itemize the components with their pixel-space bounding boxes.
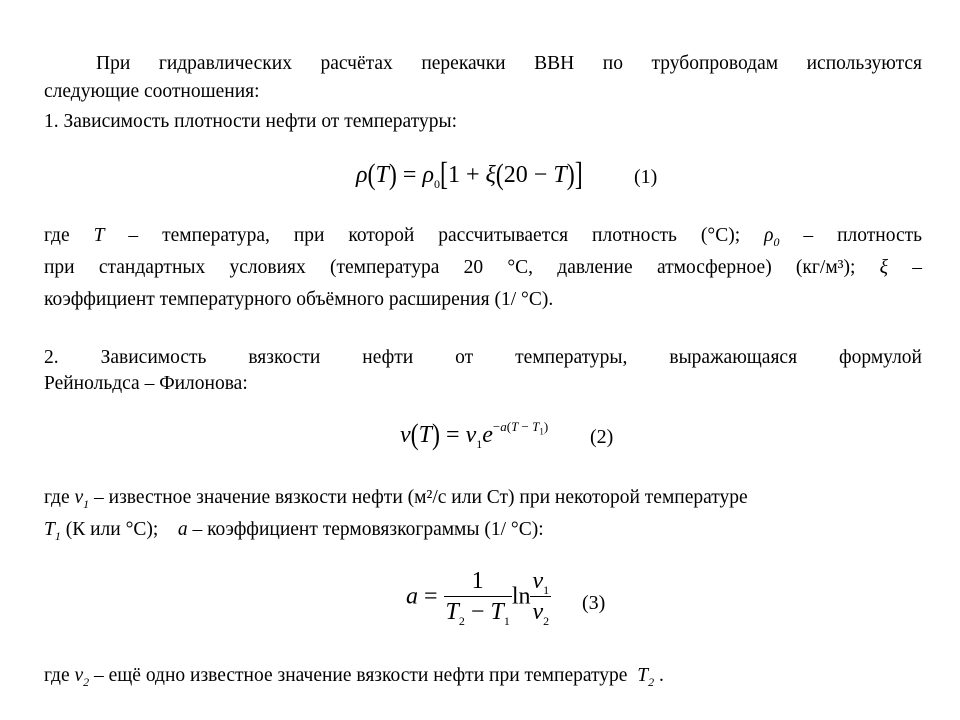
item-2-line-2: Рейнольдса – Филонова: <box>44 373 248 394</box>
where-2-line-1 <box>44 486 922 510</box>
where-1-rho0-description: – плотность <box>803 225 923 246</box>
equation-1: $\rho(T) = \rho_0[1 + \xi(20 - T)]$ <box>356 157 583 193</box>
item-1-heading: 1. Зависимость плотности нефти от температуры: <box>44 111 457 132</box>
symbol-T: T <box>93 225 105 246</box>
symbol-nu1: $\nu_1$ <box>74 487 90 511</box>
where-2-nu1-description: – известное значение вязкости нефти (м²/с или Ст) при некоторой температуре <box>94 487 748 508</box>
intro-line-2: следующие соотношения: <box>44 81 260 102</box>
where-1-line-2 <box>44 256 922 280</box>
where-3-line <box>44 664 922 688</box>
equation-1-number: (1) <box>634 166 658 188</box>
item-2-line-1: 2. Зависимость вязкости нефти от температуры, выражающаяся формулой <box>44 347 922 368</box>
where-1-xi-dash: – <box>912 257 923 278</box>
where-2-prefix: где <box>44 487 70 508</box>
symbol-a: a <box>177 519 188 540</box>
equation-3-fraction: $\frac{1}{T_2 - T_1}$ <box>445 568 510 628</box>
where-1-line-3: коэффициент температурного объёмного расширения (1/ °С). <box>44 289 554 310</box>
where-1-line-1 <box>44 224 922 248</box>
intro-line-1: При гидравлических расчётах перекачки ВВН по трубопроводам используются <box>96 53 922 74</box>
symbol-nu2: $\nu_2$ <box>74 665 90 689</box>
symbol-rho0: $\rho_0$ <box>764 225 780 249</box>
where-1-prefix: где <box>44 225 70 246</box>
equation-3-log-fraction: $\frac{\nu_1}{\nu_2}$ <box>532 568 550 628</box>
where-3-description: – ещё одно известное значение вязкости нефти при температуре <box>94 665 628 686</box>
where-3-end: . <box>658 665 664 686</box>
where-2-T1-units: (К или °С); <box>65 519 159 540</box>
equation-3: a = $\frac{1}{T_2 - T_1}$ ln $\frac{\nu_1}{\nu_2}$ <box>406 568 550 628</box>
where-2-a-description: – коэффициент термовязкограммы (1/ °С): <box>192 519 544 540</box>
equation-2: $\nu(T) = \nu_1e^{-a(T - T_1)}$ <box>400 418 549 452</box>
symbol-xi: ξ <box>879 257 889 278</box>
equation-2-number: (2) <box>590 426 614 448</box>
where-2-line-2 <box>44 518 922 542</box>
where-1-T-description: – температура, при которой рассчитывается плотность (°С); <box>128 225 741 246</box>
symbol-T1: $T_1$ <box>44 519 61 543</box>
where-3-prefix: где <box>44 665 70 686</box>
equation-3-number: (3) <box>582 592 606 614</box>
where-1-rho0-conditions: при стандартных условиях (температура 20 °С, давление атмосферное) (кг/м³); <box>44 257 856 278</box>
symbol-T2: $T_2$ <box>637 665 655 689</box>
